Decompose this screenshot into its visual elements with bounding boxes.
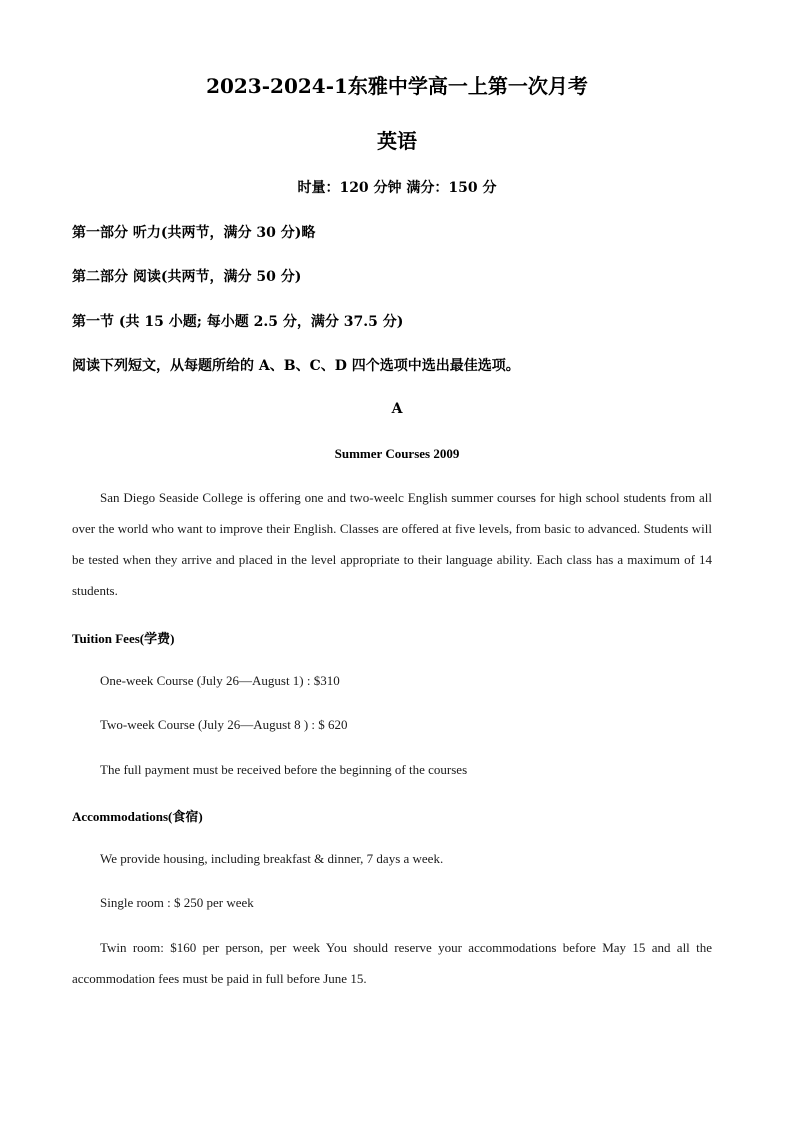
exam-title: 2023-2024-1东雅中学高一上第一次月考 [206, 74, 588, 98]
part-one-heading: 第一部分 听力(共两节，满分 30 分)略 [72, 225, 316, 241]
tuition-one-week: One-week Course (July 26—August 1) : $310 [100, 673, 340, 688]
reading-instruction: 阅读下列短文，从每题所给的 A、B、C、D 四个选项中选出最佳选项。 [72, 358, 520, 374]
tuition-note: The full payment must be received before the beginning of the courses [100, 762, 468, 777]
tuition-two-week: Two-week Course (July 26—August 8 ) : $ 620 [100, 717, 348, 732]
tuition-heading: Tuition Fees(学费) [72, 631, 175, 646]
passage-title: Summer Courses 2009 [334, 446, 460, 461]
single-room-price: Single room : $ 250 per week [100, 895, 254, 910]
part-two-heading: 第二部分 阅读(共两节，满分 50 分) [72, 269, 302, 285]
exam-timing: 时量：120 分钟 满分：150 分 [297, 180, 497, 196]
twin-room-paragraph: Twin room: $160 per person, per week You should reserve your accommodations before May 15 and all the accommodation fees must be paid in full before June 15. [72, 940, 712, 986]
section-one-heading: 第一节 (共 15 小题; 每小题 2.5 分，满分 37.5 分) [72, 314, 404, 330]
passage-intro-paragraph: San Diego Seaside College is offering one and two-weelc English summer courses for high school students from all over the world who want to improve their English. Classes are offered at five levels, from basic to advanced. Students will be tested when they arrive and placed in the level appropriate to their language ability. Each class has a maximum of 14 students. [72, 490, 712, 598]
accommodation-intro: We provide housing, including breakfast & dinner, 7 days a week. [100, 851, 444, 866]
passage-letter: A [391, 401, 403, 417]
accommodation-heading: Accommodations(食宿) [72, 809, 203, 824]
exam-subject: 英语 [377, 129, 417, 153]
